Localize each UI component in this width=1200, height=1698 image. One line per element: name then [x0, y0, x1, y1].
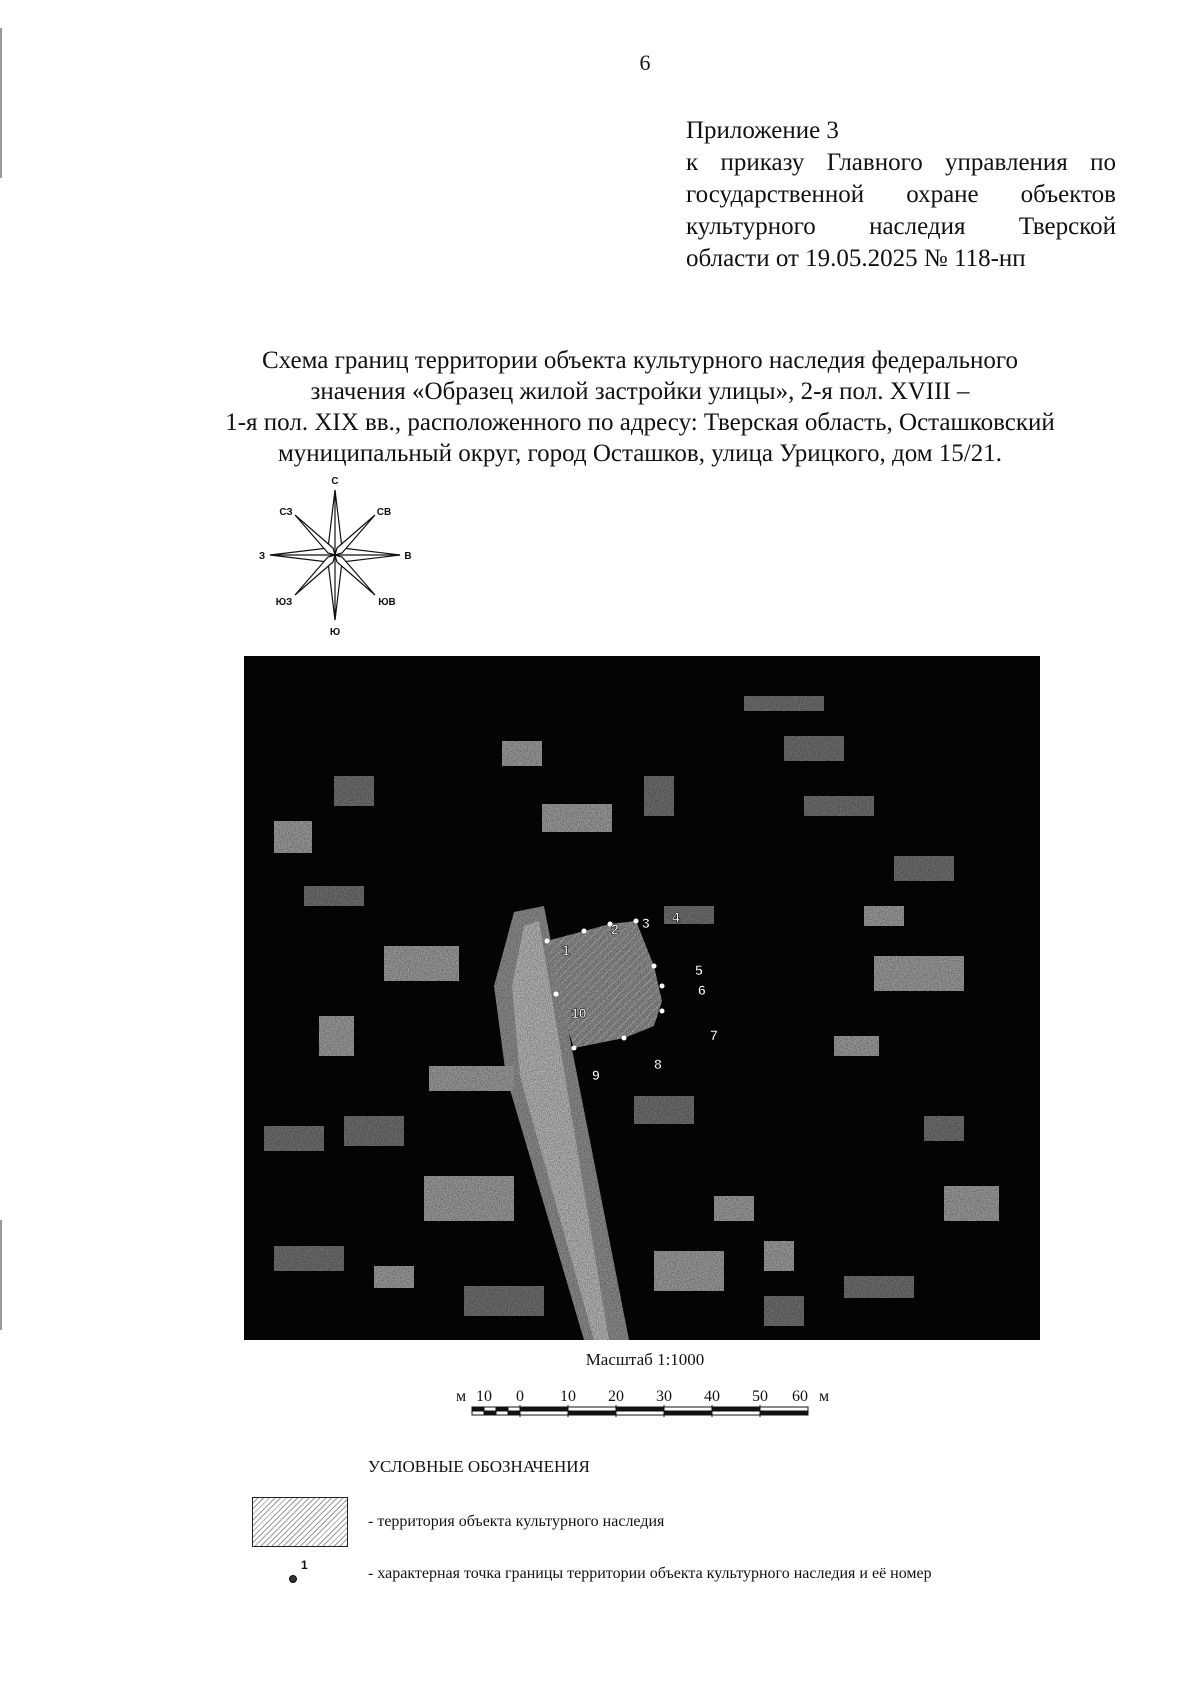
scheme-title	[160, 345, 1120, 469]
compass-northwest-label: СЗ	[279, 507, 293, 518]
scale-tick-label: 50	[752, 1388, 768, 1405]
boundary-point-label: 9	[592, 1067, 600, 1083]
compass-northeast-label: СВ	[376, 507, 392, 518]
title-line: Схема границ территории объекта культурного наследия федерального	[261, 347, 1019, 374]
compass-southeast-label: ЮВ	[378, 597, 396, 608]
boundary-point-label: 6	[698, 982, 706, 998]
legend-territory-swatch	[252, 1497, 348, 1547]
annex-line: культурного наследия Тверской	[686, 213, 1116, 240]
scale-tick-label: 60	[792, 1388, 808, 1405]
legend-heading: УСЛОВНЫЕ ОБОЗНАЧЕНИЯ	[368, 1457, 590, 1476]
legend-territory-label: - территория объекта культурного наследия	[368, 1513, 665, 1530]
annex-line: Приложение 3	[686, 117, 839, 144]
scale-tick-label: 40	[704, 1388, 720, 1405]
annex-line: к приказу Главного управления по	[686, 149, 1116, 176]
title-line: муниципальный округ, город Осташков, улица Урицкого, дом 15/21.	[277, 440, 1002, 467]
scale-title: Масштаб 1:1000	[585, 1350, 705, 1369]
annex-block	[686, 115, 1116, 275]
boundary-point-label: 5	[695, 962, 703, 978]
boundary-point-label: 7	[710, 1027, 718, 1043]
scale-tick-label: 10	[560, 1388, 576, 1405]
annex-line: государственной охране объектов	[686, 181, 1116, 208]
legend-boundary-point-icon	[287, 1557, 317, 1587]
boundary-point-label: 1	[562, 942, 570, 958]
compass-rose-icon	[250, 470, 420, 640]
compass-west-label: З	[258, 551, 266, 562]
boundary-point-label: 3	[642, 915, 650, 931]
boundary-point-label: 4	[672, 909, 680, 925]
scale-tick-label: 0	[516, 1388, 524, 1405]
legend-point-number: 1	[301, 1558, 308, 1572]
compass-north-label: С	[331, 476, 339, 487]
page-number: 6	[639, 50, 651, 75]
compass-southwest-label: ЮЗ	[275, 597, 293, 608]
scale-bar	[454, 1385, 834, 1421]
scale-tick-label: 10	[476, 1388, 492, 1405]
legend-boundary-point-label: - характерная точка границы территории объекта культурного наследия и её номер	[368, 1565, 932, 1582]
boundary-point-label: 2	[611, 921, 619, 937]
scale-unit-left: м	[455, 1388, 467, 1405]
annex-line: области от 19.05.2025 № 118-нп	[686, 245, 1026, 272]
compass-south-label: Ю	[329, 627, 341, 638]
boundary-point-label: 8	[654, 1056, 662, 1072]
map-image	[244, 656, 1040, 1340]
title-line: значения «Образец жилой застройки улицы», 2-я пол. XVIII –	[310, 378, 970, 405]
scale-tick-label: 30	[656, 1388, 672, 1405]
compass-east-label: В	[404, 551, 412, 562]
scale-tick-label: 20	[608, 1388, 624, 1405]
scale-unit-right: м	[818, 1388, 830, 1405]
boundary-point-label: 10	[571, 1005, 587, 1021]
title-line: 1-я пол. XIX вв., расположенного по адресу: Тверская область, Осташковский	[225, 409, 1055, 436]
